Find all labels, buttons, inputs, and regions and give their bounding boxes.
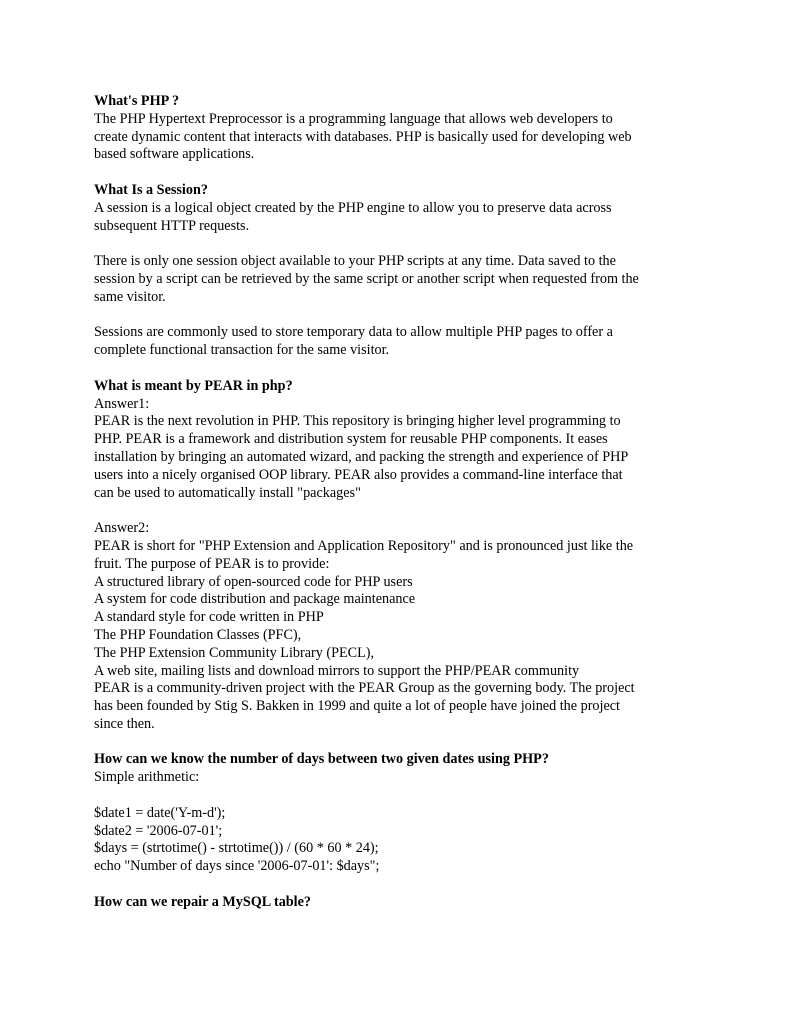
spacer [94,307,704,325]
paragraph-line: The PHP Hypertext Preprocessor is a programming language that allows web developers to [94,110,613,127]
paragraph-line: users into a nicely organised OOP library. PEAR also provides a command-line interface that [94,466,623,483]
paragraph-line: PEAR is a community-driven project with the PEAR Group as the governing body. The project [94,680,635,697]
paragraph-line: can be used to automatically install "packages" [94,484,361,501]
paragraph-line: since then. [94,715,155,732]
paragraph-line: fruit. The purpose of PEAR is to provide: [94,555,330,572]
list-line: The PHP Extension Community Library (PECL), [94,644,375,661]
paragraph-line: based software applications. [94,146,255,163]
paragraph-line: There is only one session object available to your PHP scripts at any time. Data saved to the [94,253,616,270]
spacer [94,734,704,752]
heading-repair-mysql-table: How can we repair a MySQL table? [94,893,312,910]
heading-pear: What is meant by PEAR in php? [94,377,293,394]
list-line: The PHP Foundation Classes (PFC), [94,626,302,643]
spacer [94,164,704,182]
heading-what-is-session: What Is a Session? [94,181,208,198]
paragraph-line: complete functional transaction for the same visitor. [94,342,390,359]
paragraph-line: A session is a logical object created by the PHP engine to allow you to preserve data across [94,199,612,216]
code-line: $date1 = date('Y-m-d'); [94,804,226,821]
paragraph-line: PEAR is the next revolution in PHP. This repository is bringing higher level programming to [94,413,621,430]
spacer [94,235,704,253]
answer-label: Answer2: [94,520,150,537]
spacer [94,876,704,894]
list-line: A system for code distribution and package maintenance [94,591,416,608]
code-line: $date2 = '2006-07-01'; [94,822,223,839]
spacer [94,502,704,520]
list-line: A standard style for code written in PHP [94,609,324,626]
paragraph-line: same visitor. [94,288,166,305]
paragraph-line: PHP. PEAR is a framework and distribution system for reusable PHP components. It eases [94,431,608,448]
paragraph-line: installation by bringing an automated wizard, and packing the strength and experience of PHP [94,448,629,465]
paragraph-line: subsequent HTTP requests. [94,217,250,234]
heading-days-between-dates: How can we know the number of days between two given dates using PHP? [94,751,549,768]
code-line: echo "Number of days since '2006-07-01': $days"; [94,858,380,875]
answer-label: Answer1: [94,395,150,412]
code-line: $days = (strtotime() - strtotime()) / (60 * 60 * 24); [94,840,379,857]
list-line: A structured library of open-sourced code for PHP users [94,573,413,590]
paragraph-line: Simple arithmetic: [94,769,200,786]
spacer [94,360,704,378]
paragraph-line: Sessions are commonly used to store temporary data to allow multiple PHP pages to offer a [94,324,613,341]
heading-whats-php: What's PHP ? [94,93,180,109]
document-page [94,93,704,912]
paragraph-line: create dynamic content that interacts with databases. PHP is basically used for developing web [94,128,632,145]
paragraph-line: session by a script can be retrieved by the same script or another script when requested from the [94,270,639,287]
spacer [94,787,704,805]
list-line: A web site, mailing lists and download mirrors to support the PHP/PEAR community [94,662,580,679]
paragraph-line: PEAR is short for "PHP Extension and Application Repository" and is pronounced just like the [94,537,634,554]
paragraph-line: has been founded by Stig S. Bakken in 1999 and quite a lot of people have joined the project [94,698,620,715]
